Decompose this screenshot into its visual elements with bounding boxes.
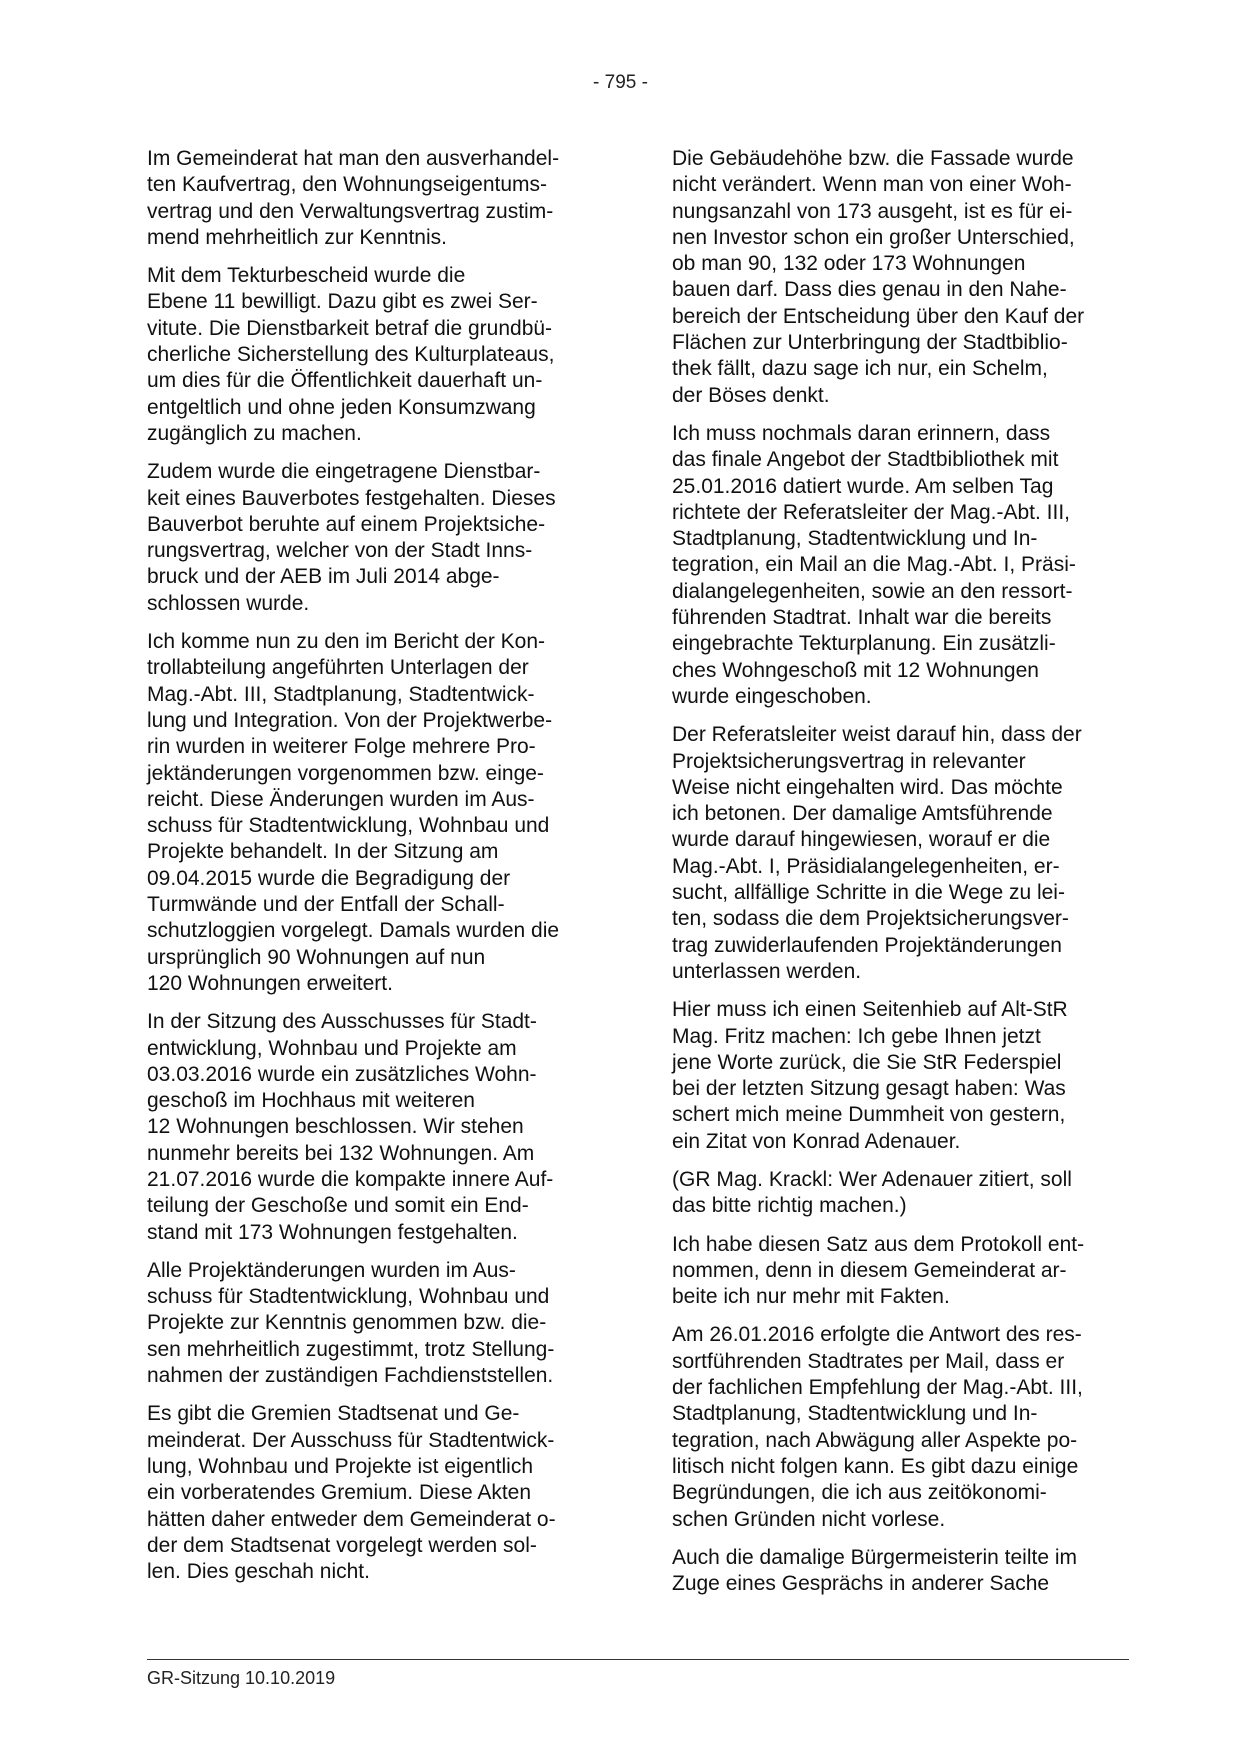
text-line: 25.01.2016 datiert wurde. Am selben Tag xyxy=(672,474,1054,498)
text-line: 12 Wohnungen beschlossen. Wir stehen xyxy=(147,1115,524,1139)
text-line: lung, Wohnbau und Projekte ist eigentlich xyxy=(147,1454,534,1478)
text-line: richtete der Referatsleiter der Mag.-Abt. III, xyxy=(672,500,1070,524)
paragraph xyxy=(672,1167,1142,1220)
text-line: bauen darf. Dass dies genau in den Nahe- xyxy=(672,278,1067,302)
text-line: jene Worte zurück, die Sie StR Federspiel xyxy=(672,1050,1062,1074)
text-line: bereich der Entscheidung über den Kauf der xyxy=(672,304,1085,328)
text-line: Mag. Fritz machen: Ich gebe Ihnen jetzt xyxy=(672,1024,1041,1048)
paragraph xyxy=(147,1258,617,1389)
text-line: wurde darauf hingewiesen, worauf er die xyxy=(672,828,1051,852)
text-line: jektänderungen vorgenommen bzw. einge- xyxy=(147,761,544,785)
paragraph xyxy=(147,146,617,251)
text-line: führenden Stadtrat. Inhalt war die bereits xyxy=(672,606,1052,630)
text-line: Ich komme nun zu den im Bericht der Kon- xyxy=(147,630,546,654)
left-column xyxy=(147,146,617,1597)
text-line: nungsanzahl von 173 ausgeht, ist es für ei- xyxy=(672,199,1073,223)
text-line: litisch nicht folgen kann. Es gibt dazu einige xyxy=(672,1454,1079,1478)
text-line: tegration, nach Abwägung aller Aspekte po- xyxy=(672,1428,1078,1452)
text-line: vertrag und den Verwaltungsvertrag zustim- xyxy=(147,199,554,223)
text-line: zugänglich zu machen. xyxy=(147,421,362,445)
text-line: schuss für Stadtentwicklung, Wohnbau und xyxy=(147,814,550,838)
text-line: dialangelegenheiten, sowie an den ressort- xyxy=(672,579,1073,603)
paragraph xyxy=(672,1322,1142,1532)
page-number: - 795 - xyxy=(593,72,648,93)
text-line: Alle Projektänderungen wurden im Aus- xyxy=(147,1258,516,1282)
text-line: Zudem wurde die eingetragene Dienstbar- xyxy=(147,460,541,484)
text-line: nen Investor schon ein großer Unterschied, xyxy=(672,225,1075,249)
text-line: entgeltlich und ohne jeden Konsumzwang xyxy=(147,395,536,419)
text-line: ein Zitat von Konrad Adenauer. xyxy=(672,1129,961,1153)
text-line: geschoß im Hochhaus mit weiteren xyxy=(147,1089,475,1113)
text-line: 120 Wohnungen erweitert. xyxy=(147,971,393,995)
text-line: ich betonen. Der damalige Amtsführende xyxy=(672,802,1053,826)
text-line: Stadtplanung, Stadtentwicklung und In- xyxy=(672,1402,1038,1426)
paragraph xyxy=(147,1009,617,1246)
text-line: len. Dies geschah nicht. xyxy=(147,1560,370,1584)
text-line: Mag.-Abt. I, Präsidialangelegenheiten, er- xyxy=(672,854,1060,878)
text-line: Projektsicherungsvertrag in relevanter xyxy=(672,749,1026,773)
text-line: Der Referatsleiter weist darauf hin, dass der xyxy=(672,723,1082,747)
paragraph xyxy=(672,421,1142,710)
text-line: Hier muss ich einen Seitenhieb auf Alt-StR xyxy=(672,998,1068,1022)
text-line: 03.03.2016 wurde ein zusätzliches Wohn- xyxy=(147,1062,537,1086)
paragraph xyxy=(147,1401,617,1585)
text-line: teilung der Geschoße und somit ein End- xyxy=(147,1194,529,1218)
text-line: Weise nicht eingehalten wird. Das möchte xyxy=(672,775,1063,799)
text-line: das bitte richtig machen.) xyxy=(672,1194,907,1218)
text-line: Begründungen, die ich aus zeitökonomi- xyxy=(672,1481,1047,1505)
text-line: schlossen wurde. xyxy=(147,591,310,615)
text-line: 21.07.2016 wurde die kompakte innere Auf- xyxy=(147,1167,554,1191)
text-line: ob man 90, 132 oder 173 Wohnungen xyxy=(672,252,1026,276)
text-line: Bauverbot beruhte auf einem Projektsiche- xyxy=(147,512,546,536)
text-line: das finale Angebot der Stadtbibliothek mit xyxy=(672,448,1059,472)
text-line: thek fällt, dazu sage ich nur, ein Schelm, xyxy=(672,357,1048,381)
text-line: Es gibt die Gremien Stadtsenat und Ge- xyxy=(147,1402,520,1426)
text-line: nahmen der zuständigen Fachdienststellen. xyxy=(147,1364,554,1388)
paragraph xyxy=(672,722,1142,985)
text-line: rin wurden in weiterer Folge mehrere Pro- xyxy=(147,735,536,759)
footer-session-date: GR-Sitzung 10.10.2019 xyxy=(147,1668,336,1688)
text-line: Stadtplanung, Stadtentwicklung und In- xyxy=(672,527,1038,551)
text-line: lung und Integration. Von der Projektwerbe- xyxy=(147,708,553,732)
paragraph xyxy=(147,263,617,447)
text-line: Ebene 11 bewilligt. Dazu gibt es zwei Ser- xyxy=(147,290,538,314)
text-line: bei der letzten Sitzung gesagt haben: Was xyxy=(672,1077,1066,1101)
footer-divider xyxy=(147,1659,1129,1660)
text-line: bruck und der AEB im Juli 2014 abge- xyxy=(147,565,500,589)
text-line: ein vorberatendes Gremium. Diese Akten xyxy=(147,1481,532,1505)
text-line: der dem Stadtsenat vorgelegt werden sol- xyxy=(147,1533,537,1557)
text-line: mend mehrheitlich zur Kenntnis. xyxy=(147,225,447,249)
text-line: Projekte behandelt. In der Sitzung am xyxy=(147,840,499,864)
text-line: (GR Mag. Krackl: Wer Adenauer zitiert, soll xyxy=(672,1167,1072,1191)
text-line: ten Kaufvertrag, den Wohnungseigentums- xyxy=(147,173,548,197)
text-line: schert mich meine Dummheit von gestern, xyxy=(672,1103,1066,1127)
text-line: rungsvertrag, welcher von der Stadt Inns- xyxy=(147,539,533,563)
text-line: ursprünglich 90 Wohnungen auf nun xyxy=(147,945,486,969)
text-line: der Böses denkt. xyxy=(672,383,830,407)
text-line: Am 26.01.2016 erfolgte die Antwort des res- xyxy=(672,1323,1082,1347)
paragraph xyxy=(147,459,617,617)
text-line: schuss für Stadtentwicklung, Wohnbau und xyxy=(147,1285,550,1309)
text-line: wurde eingeschoben. xyxy=(672,684,872,708)
text-line: tegration, ein Mail an die Mag.-Abt. I, Präsi- xyxy=(672,553,1076,577)
text-line: Mit dem Tekturbescheid wurde die xyxy=(147,264,466,288)
text-line: cherliche Sicherstellung des Kulturplateaus, xyxy=(147,343,555,367)
text-line: Die Gebäudehöhe bzw. die Fassade wurde xyxy=(672,147,1074,170)
text-line: hätten daher entweder dem Gemeinderat o- xyxy=(147,1507,556,1531)
paragraph xyxy=(672,1232,1142,1311)
text-line: beite ich nur mehr mit Fakten. xyxy=(672,1285,950,1309)
text-line: Projekte zur Kenntnis genommen bzw. die- xyxy=(147,1311,547,1335)
paragraph xyxy=(672,997,1142,1155)
text-line: Im Gemeinderat hat man den ausverhandel- xyxy=(147,147,560,170)
text-line: unterlassen werden. xyxy=(672,959,862,983)
text-line: reicht. Diese Änderungen wurden im Aus- xyxy=(147,787,535,811)
text-line: entwicklung, Wohnbau und Projekte am xyxy=(147,1036,517,1060)
text-line: Auch die damalige Bürgermeisterin teilte im xyxy=(672,1545,1078,1569)
text-line: schen Gründen nicht vorlese. xyxy=(672,1507,946,1531)
text-line: ches Wohngeschoß mit 12 Wohnungen xyxy=(672,658,1039,682)
text-line: ten, sodass die dem Projektsicherungsver- xyxy=(672,907,1069,931)
text-line: sortführenden Stadtrates per Mail, dass er xyxy=(672,1349,1065,1373)
paragraph xyxy=(672,1545,1142,1598)
text-line: nicht verändert. Wenn man von einer Woh- xyxy=(672,173,1072,197)
text-line: Turmwände und der Entfall der Schall- xyxy=(147,893,505,917)
text-line: Ich muss nochmals daran erinnern, dass xyxy=(672,421,1051,445)
text-line: vitute. Die Dienstbarkeit betraf die grundbü- xyxy=(147,316,553,340)
text-line: stand mit 173 Wohnungen festgehalten. xyxy=(147,1220,518,1244)
text-line: sucht, allfällige Schritte in die Wege zu lei- xyxy=(672,881,1065,905)
text-line: trollabteilung angeführten Unterlagen der xyxy=(147,656,529,680)
text-line: nunmehr bereits bei 132 Wohnungen. Am xyxy=(147,1141,535,1165)
text-line: eingebrachte Tekturplanung. Ein zusätzli- xyxy=(672,632,1056,656)
right-column xyxy=(672,146,1142,1609)
text-line: um dies für die Öffentlichkeit dauerhaft un- xyxy=(147,369,543,393)
text-line: 09.04.2015 wurde die Begradigung der xyxy=(147,866,511,890)
text-line: sen mehrheitlich zugestimmt, trotz Stellung- xyxy=(147,1337,555,1361)
text-line: schutzloggien vorgelegt. Damals wurden die xyxy=(147,919,560,943)
text-line: Ich habe diesen Satz aus dem Protokoll ent- xyxy=(672,1232,1085,1256)
text-line: Zuge eines Gesprächs in anderer Sache xyxy=(672,1572,1050,1596)
text-line: Flächen zur Unterbringung der Stadtbiblio- xyxy=(672,331,1068,355)
text-line: der fachlichen Empfehlung der Mag.-Abt. III, xyxy=(672,1376,1083,1400)
text-line: keit eines Bauverbotes festgehalten. Dieses xyxy=(147,486,556,510)
text-line: Mag.-Abt. III, Stadtplanung, Stadtentwick- xyxy=(147,682,535,706)
text-line: trag zuwiderlaufenden Projektänderungen xyxy=(672,933,1062,957)
paragraph xyxy=(147,629,617,997)
paragraph xyxy=(672,146,1142,409)
text-line: meinderat. Der Ausschuss für Stadtentwick- xyxy=(147,1428,555,1452)
text-line: In der Sitzung des Ausschusses für Stadt- xyxy=(147,1010,537,1034)
text-line: nommen, denn in diesem Gemeinderat ar- xyxy=(672,1258,1067,1282)
